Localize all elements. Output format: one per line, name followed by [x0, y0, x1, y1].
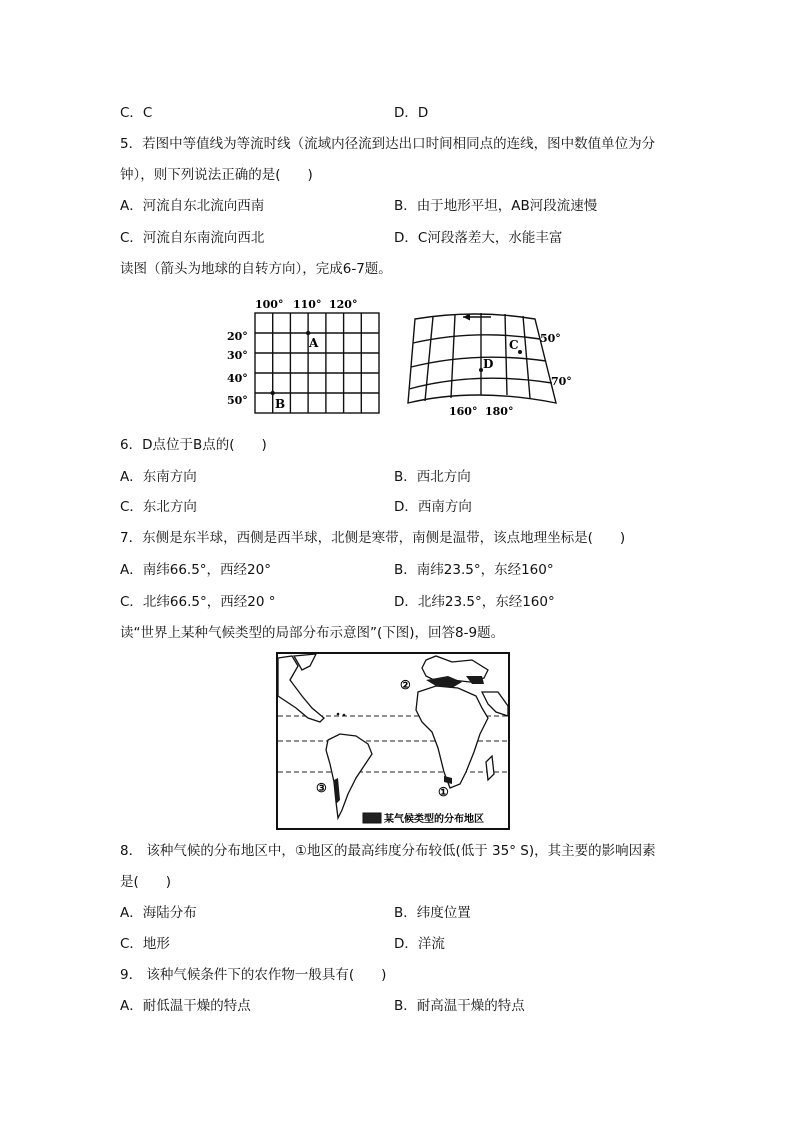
q7-option-b: B．南纬23.5°，东经160°: [394, 562, 554, 578]
q4-option-d: D．D: [394, 105, 429, 121]
q6-option-d: D．西南方向: [394, 499, 472, 515]
q5-option-b: B．由于地形平坦，AB河段流速慢: [394, 198, 598, 214]
q9-option-a: A．耐低温干燥的特点: [120, 998, 251, 1014]
q5-option-c: C．河流自东南流向西北: [120, 230, 265, 246]
intro-8-9: 读“世界上某种气候类型的局部分布示意图”(下图)，回答8-9题。: [120, 625, 505, 641]
curved-graticule-figure: [403, 307, 578, 421]
q8-option-d: D．洋流: [394, 936, 445, 952]
q8-option-b: B．纬度位置: [394, 905, 471, 921]
arc-lat-label: 70°: [551, 375, 572, 388]
point-a-label: A: [309, 336, 319, 350]
legend-swatch: [363, 813, 381, 823]
grid-lat-label: 30°: [227, 349, 248, 362]
map-marker-3: ③: [316, 781, 327, 795]
point-d-label: D: [483, 357, 494, 371]
q8-stem-line1: 8． 该种气候的分布地区中，①地区的最高纬度分布较低(低于 35° S)，其主要的影响因素: [120, 843, 656, 859]
map-marker-1: ①: [438, 785, 449, 799]
q6-stem: 6．D点位于B点的( ): [120, 437, 267, 453]
q8-option-c: C．地形: [120, 936, 170, 952]
q9-option-b: B．耐高温干燥的特点: [394, 998, 525, 1014]
q5-option-d: D．C河段落差大，水能丰富: [394, 230, 563, 246]
grid-lon-label: 120°: [329, 298, 358, 311]
q9-stem: 9． 该种气候条件下的农作物一般具有( ): [120, 967, 387, 983]
point-b-dot: [271, 391, 275, 395]
grid-lat-label: 20°: [227, 330, 248, 343]
point-c-label: C: [509, 338, 519, 352]
map-marker-2: ②: [400, 678, 411, 692]
q8-option-a: A．海陆分布: [120, 905, 197, 921]
q4-option-c: C．C: [120, 105, 153, 121]
arc-lon-label: 160°: [449, 405, 478, 418]
arc-lon-label: 180°: [485, 405, 514, 418]
climate-distribution-map: [276, 652, 510, 830]
point-c-dot: [518, 350, 522, 354]
grid-lon-label: 110°: [293, 298, 322, 311]
grid-lon-label: 100°: [255, 298, 284, 311]
q7-stem: 7．东侧是东半球，西侧是西半球，北侧是寒带，南侧是温带，该点地理坐标是( ): [120, 530, 626, 546]
q5-stem-line1: 5．若图中等值线为等流时线（流域内径流到达出口时间相同点的连线，图中数值单位为分: [120, 136, 656, 152]
q7-option-d: D．北纬23.5°，东经160°: [394, 594, 555, 610]
q6-option-a: A．东南方向: [120, 469, 197, 485]
point-a-dot: [306, 331, 310, 335]
point-b-label: B: [275, 397, 286, 411]
latlon-grid-figure: [225, 293, 385, 417]
grid-lat-label: 40°: [227, 372, 248, 385]
q6-option-b: B．西北方向: [394, 469, 471, 485]
q7-option-c: C．北纬66.5°，西经20 °: [120, 594, 276, 610]
grid-lat-label: 50°: [227, 394, 248, 407]
q8-stem-line2: 是( ): [120, 874, 172, 890]
intro-6-7: 读图（箭头为地球的自转方向），完成6-7题。: [120, 261, 392, 277]
map-legend-label: 某气候类型的分布地区: [384, 814, 484, 825]
q5-stem-line2: 钟），则下列说法正确的是( ): [120, 167, 313, 183]
q7-option-a: A．南纬66.5°，西经20°: [120, 562, 271, 578]
arc-lat-label: 50°: [540, 332, 561, 345]
q5-option-a: A．河流自东北流向西南: [120, 198, 265, 214]
q6-option-c: C．东北方向: [120, 499, 197, 515]
